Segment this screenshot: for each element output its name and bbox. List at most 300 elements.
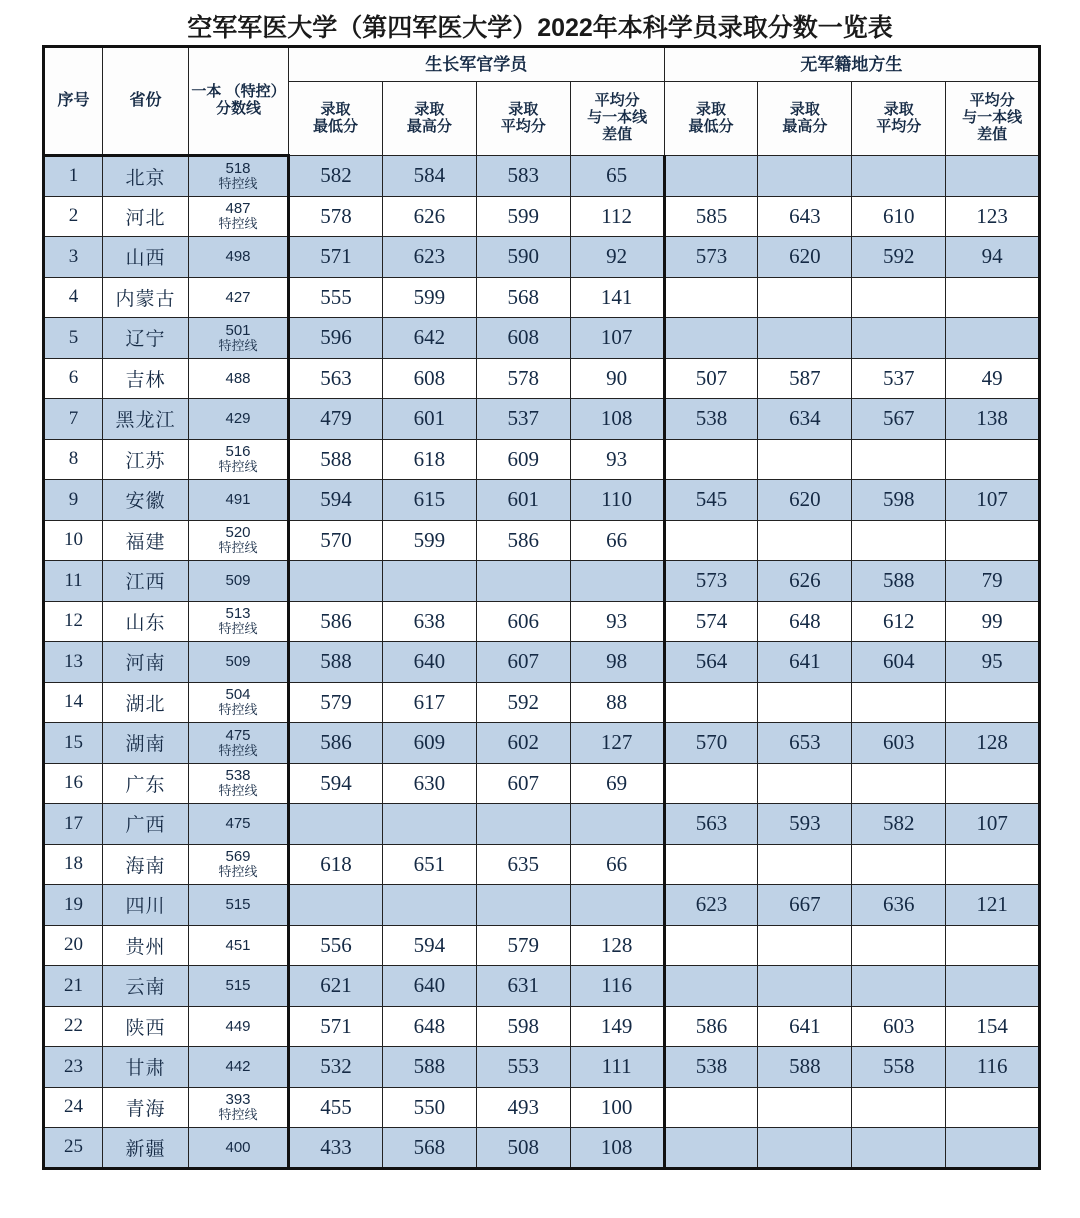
cell-civilian-max [758,156,852,197]
header-line-text-2: （特控） [225,83,286,101]
cell-officer-min: 479 [289,399,383,440]
cell-province: 广东 [103,763,189,804]
cell-officer-avg [476,885,570,926]
cell-officer-avg: 601 [476,480,570,521]
cell-civilian-min: 623 [664,885,758,926]
cell-civilian-avg: 612 [852,601,946,642]
cell-line-value: 449 [225,1017,251,1035]
cell-officer-min [289,561,383,602]
cell-province: 贵州 [103,925,189,966]
cell-officer-max: 651 [382,844,476,885]
table-row [44,682,1040,723]
cell-line-tag: 特控线 [218,702,258,718]
cell-civilian-max: 648 [758,601,852,642]
cell-officer-min: 570 [289,520,383,561]
cell-first-tier-line [189,1006,289,1047]
cell-index: 2 [44,196,103,237]
cell-civilian-avg: 598 [852,480,946,521]
cell-officer-diff: 110 [570,480,664,521]
cell-civilian-diff [946,318,1040,359]
cell-index: 14 [44,682,103,723]
cell-civilian-avg [852,1087,946,1128]
cell-civilian-min [664,277,758,318]
cell-line-tag: 特控线 [218,783,258,799]
header-officer-avg-score [476,82,570,156]
cell-officer-diff: 66 [570,520,664,561]
cell-civilian-diff [946,439,1040,480]
cell-line-value: 516 [225,443,251,461]
header-first-tier-line [189,47,289,156]
cell-index: 24 [44,1087,103,1128]
header-officer-diff [570,82,664,156]
cell-officer-max: 601 [382,399,476,440]
cell-civilian-avg [852,1128,946,1169]
cell-civilian-min [664,318,758,359]
cell-officer-avg: 586 [476,520,570,561]
cell-civilian-min: 585 [664,196,758,237]
cell-index: 3 [44,237,103,278]
header-civilian-avg-l1: 录取 [883,100,914,118]
cell-index: 22 [44,1006,103,1047]
cell-civilian-min [664,966,758,1007]
cell-civilian-min: 563 [664,804,758,845]
cell-province: 海南 [103,844,189,885]
cell-civilian-min [664,156,758,197]
table-row [44,318,1040,359]
header-civilian-diff [946,82,1040,156]
cell-officer-max: 648 [382,1006,476,1047]
cell-first-tier-line [189,439,289,480]
cell-officer-diff: 141 [570,277,664,318]
cell-civilian-max: 653 [758,723,852,764]
cell-civilian-min: 586 [664,1006,758,1047]
cell-civilian-avg: 592 [852,237,946,278]
cell-civilian-avg [852,156,946,197]
cell-index: 9 [44,480,103,521]
cell-officer-diff [570,561,664,602]
cell-province: 山西 [103,237,189,278]
table-row [44,1128,1040,1169]
cell-index: 13 [44,642,103,683]
table-head [44,47,1040,156]
table-row [44,439,1040,480]
cell-civilian-max [758,318,852,359]
cell-line-value: 501 [225,321,251,339]
cell-officer-max: 623 [382,237,476,278]
cell-index: 17 [44,804,103,845]
cell-index: 1 [44,156,103,197]
cell-index: 19 [44,885,103,926]
cell-officer-min: 594 [289,763,383,804]
table-row [44,966,1040,1007]
cell-index: 15 [44,723,103,764]
cell-civilian-max: 643 [758,196,852,237]
cell-civilian-diff [946,844,1040,885]
cell-index: 5 [44,318,103,359]
cell-line-value: 515 [225,977,251,995]
cell-civilian-avg [852,277,946,318]
cell-first-tier-line [189,399,289,440]
header-group-row [44,47,1040,82]
cell-officer-max: 588 [382,1047,476,1088]
header-officer-max-score [382,82,476,156]
cell-officer-diff: 93 [570,601,664,642]
cell-first-tier-line [189,237,289,278]
cell-line-tag: 特控线 [218,176,258,192]
cell-civilian-diff [946,682,1040,723]
cell-officer-avg: 606 [476,601,570,642]
cell-civilian-diff: 107 [946,804,1040,845]
cell-civilian-min [664,439,758,480]
cell-line-tag: 特控线 [218,742,258,758]
cell-civilian-min [664,1087,758,1128]
cell-index: 23 [44,1047,103,1088]
table-row [44,561,1040,602]
cell-officer-max: 630 [382,763,476,804]
cell-province: 新疆 [103,1128,189,1169]
cell-civilian-max [758,763,852,804]
cell-civilian-avg: 558 [852,1047,946,1088]
header-line-text-1: 一本 [191,83,222,101]
cell-civilian-min: 538 [664,399,758,440]
cell-first-tier-line [189,318,289,359]
cell-civilian-max: 634 [758,399,852,440]
cell-officer-avg [476,561,570,602]
cell-officer-max [382,561,476,602]
cell-province: 山东 [103,601,189,642]
cell-civilian-max: 620 [758,237,852,278]
table-row [44,601,1040,642]
cell-line-value: 429 [225,410,251,428]
header-officer-max-l2: 最高分 [406,117,452,135]
cell-index: 7 [44,399,103,440]
cell-civilian-avg [852,925,946,966]
cell-province: 四川 [103,885,189,926]
cell-first-tier-line [189,844,289,885]
cell-officer-max: 626 [382,196,476,237]
cell-civilian-diff: 95 [946,642,1040,683]
cell-province: 内蒙古 [103,277,189,318]
cell-civilian-avg: 537 [852,358,946,399]
cell-civilian-min: 538 [664,1047,758,1088]
cell-officer-diff: 90 [570,358,664,399]
cell-first-tier-line [189,763,289,804]
cell-line-value: 442 [225,1058,251,1076]
cell-officer-max: 638 [382,601,476,642]
cell-civilian-max [758,1128,852,1169]
cell-officer-avg: 607 [476,763,570,804]
header-officer-diff-l2: 与一本线 [587,109,648,127]
cell-first-tier-line [189,277,289,318]
cell-civilian-avg: 567 [852,399,946,440]
cell-officer-min: 532 [289,1047,383,1088]
cell-index: 18 [44,844,103,885]
cell-civilian-avg [852,844,946,885]
cell-province: 辽宁 [103,318,189,359]
cell-first-tier-line [189,480,289,521]
cell-officer-min: 555 [289,277,383,318]
cell-officer-diff: 112 [570,196,664,237]
cell-officer-max: 550 [382,1087,476,1128]
header-civilian-avg-l2: 平均分 [876,117,922,135]
header-officer-diff-l3: 差值 [602,125,633,143]
cell-province: 河南 [103,642,189,683]
cell-officer-avg: 568 [476,277,570,318]
cell-officer-min: 618 [289,844,383,885]
cell-officer-max: 618 [382,439,476,480]
cell-first-tier-line [189,1128,289,1169]
cell-officer-diff: 93 [570,439,664,480]
header-civilian-min-l2: 最低分 [688,117,734,135]
cell-civilian-avg [852,682,946,723]
cell-officer-min: 621 [289,966,383,1007]
table-row [44,1047,1040,1088]
cell-officer-min: 596 [289,318,383,359]
header-officer-avg-l1: 录取 [508,100,539,118]
cell-civilian-avg [852,966,946,1007]
cell-civilian-min: 574 [664,601,758,642]
cell-civilian-avg [852,439,946,480]
cell-civilian-diff [946,966,1040,1007]
cell-line-tag: 特控线 [218,1107,258,1123]
header-civilian-diff-l3: 差值 [977,125,1008,143]
cell-first-tier-line [189,966,289,1007]
cell-province: 黑龙江 [103,399,189,440]
cell-officer-diff: 116 [570,966,664,1007]
cell-officer-min: 594 [289,480,383,521]
cell-officer-avg: 609 [476,439,570,480]
cell-officer-avg: 598 [476,1006,570,1047]
cell-line-value: 488 [225,369,251,387]
cell-officer-diff: 88 [570,682,664,723]
cell-civilian-avg: 603 [852,1006,946,1047]
cell-officer-diff: 111 [570,1047,664,1088]
cell-civilian-diff: 128 [946,723,1040,764]
cell-index: 8 [44,439,103,480]
cell-index: 21 [44,966,103,1007]
cell-officer-avg: 602 [476,723,570,764]
table-row [44,358,1040,399]
cell-civilian-avg: 610 [852,196,946,237]
cell-officer-avg: 635 [476,844,570,885]
cell-officer-min [289,804,383,845]
cell-officer-avg: 553 [476,1047,570,1088]
cell-officer-max: 640 [382,642,476,683]
cell-index: 11 [44,561,103,602]
cell-officer-min: 586 [289,601,383,642]
cell-officer-min: 582 [289,156,383,197]
cell-officer-avg: 599 [476,196,570,237]
header-civilian-min-l1: 录取 [696,100,727,118]
cell-civilian-max: 626 [758,561,852,602]
header-civilian-avg-score [852,82,946,156]
cell-officer-max: 640 [382,966,476,1007]
cell-officer-avg: 583 [476,156,570,197]
cell-first-tier-line [189,682,289,723]
cell-officer-diff: 108 [570,399,664,440]
cell-civilian-avg: 604 [852,642,946,683]
table-row [44,844,1040,885]
cell-civilian-avg: 603 [852,723,946,764]
cell-officer-avg: 607 [476,642,570,683]
cell-officer-max: 584 [382,156,476,197]
cell-line-tag: 特控线 [218,540,258,556]
cell-officer-diff: 92 [570,237,664,278]
cell-officer-max [382,804,476,845]
cell-civilian-diff: 123 [946,196,1040,237]
header-civilian-max-l1: 录取 [789,100,820,118]
cell-index: 10 [44,520,103,561]
cell-civilian-max: 641 [758,642,852,683]
cell-province: 湖北 [103,682,189,723]
cell-first-tier-line [189,804,289,845]
cell-officer-avg: 493 [476,1087,570,1128]
cell-civilian-avg [852,318,946,359]
cell-civilian-diff [946,763,1040,804]
cell-officer-avg: 578 [476,358,570,399]
cell-civilian-diff [946,1128,1040,1169]
cell-line-value: 451 [225,936,251,954]
header-line-text-3: 分数线 [215,100,261,117]
cell-province: 江西 [103,561,189,602]
header-group-civilian-students: 无军籍地方生 [664,47,1040,82]
cell-line-value: 400 [225,1138,251,1156]
cell-civilian-avg: 588 [852,561,946,602]
cell-province: 湖南 [103,723,189,764]
cell-first-tier-line [189,601,289,642]
table-row [44,763,1040,804]
cell-officer-min: 556 [289,925,383,966]
cell-line-value: 427 [225,288,251,306]
header-civilian-diff-l2: 与一本线 [962,109,1023,127]
admission-score-table [42,45,1041,1170]
header-civilian-max-score [758,82,852,156]
cell-line-value: 509 [225,572,251,590]
table-row [44,925,1040,966]
cell-line-value: 393 [225,1091,251,1109]
header-civilian-min-score [664,82,758,156]
cell-province: 陕西 [103,1006,189,1047]
cell-civilian-min: 564 [664,642,758,683]
cell-civilian-min [664,520,758,561]
cell-civilian-diff [946,520,1040,561]
cell-line-value: 475 [225,815,251,833]
cell-officer-diff: 108 [570,1128,664,1169]
cell-index: 6 [44,358,103,399]
cell-officer-min: 586 [289,723,383,764]
cell-civilian-avg: 582 [852,804,946,845]
cell-index: 25 [44,1128,103,1169]
cell-officer-diff: 127 [570,723,664,764]
cell-line-value: 498 [225,248,251,266]
table-row [44,520,1040,561]
cell-civilian-diff [946,156,1040,197]
cell-civilian-min: 545 [664,480,758,521]
cell-line-value: 515 [225,896,251,914]
table-row [44,1087,1040,1128]
cell-first-tier-line [189,196,289,237]
cell-civilian-max: 588 [758,1047,852,1088]
cell-officer-min: 571 [289,1006,383,1047]
table-row [44,196,1040,237]
table-row [44,723,1040,764]
header-civilian-max-l2: 最高分 [782,117,828,135]
header-officer-min-l1: 录取 [320,100,351,118]
cell-line-tag: 特控线 [218,216,258,232]
cell-officer-avg: 508 [476,1128,570,1169]
cell-civilian-diff [946,277,1040,318]
cell-line-tag: 特控线 [218,864,258,880]
cell-civilian-diff: 154 [946,1006,1040,1047]
cell-officer-max: 594 [382,925,476,966]
header-officer-min-l2: 最低分 [312,117,358,135]
cell-officer-diff [570,885,664,926]
cell-civilian-max: 667 [758,885,852,926]
cell-officer-min: 433 [289,1128,383,1169]
cell-line-value: 513 [225,605,251,623]
cell-officer-avg: 537 [476,399,570,440]
cell-civilian-avg [852,763,946,804]
cell-officer-max: 609 [382,723,476,764]
cell-civilian-min: 573 [664,561,758,602]
cell-civilian-max [758,966,852,1007]
table-row [44,642,1040,683]
cell-province: 北京 [103,156,189,197]
cell-officer-diff: 100 [570,1087,664,1128]
header-index: 序号 [44,47,103,156]
cell-line-tag: 特控线 [218,621,258,637]
cell-civilian-min: 570 [664,723,758,764]
cell-index: 20 [44,925,103,966]
cell-civilian-min [664,682,758,723]
cell-officer-avg: 608 [476,318,570,359]
cell-civilian-diff [946,925,1040,966]
cell-officer-min [289,885,383,926]
cell-province: 吉林 [103,358,189,399]
cell-officer-min: 579 [289,682,383,723]
cell-civilian-min [664,1128,758,1169]
page-title: 空军军医大学（第四军医大学）2022年本科学员录取分数一览表 [187,14,893,42]
score-table-container [42,45,1038,1170]
cell-civilian-avg [852,520,946,561]
cell-civilian-diff: 121 [946,885,1040,926]
cell-officer-max: 642 [382,318,476,359]
header-officer-max-l1: 录取 [414,100,445,118]
cell-officer-max: 568 [382,1128,476,1169]
cell-officer-diff: 149 [570,1006,664,1047]
cell-civilian-max [758,925,852,966]
cell-civilian-min [664,844,758,885]
cell-officer-min: 588 [289,439,383,480]
cell-first-tier-line [189,925,289,966]
cell-index: 12 [44,601,103,642]
cell-line-value: 487 [225,200,251,218]
table-row [44,237,1040,278]
cell-first-tier-line [189,520,289,561]
cell-civilian-diff [946,1087,1040,1128]
header-civilian-diff-l1: 平均分 [969,92,1015,110]
cell-officer-diff: 98 [570,642,664,683]
cell-civilian-max [758,682,852,723]
cell-civilian-diff: 138 [946,399,1040,440]
cell-officer-avg [476,804,570,845]
cell-line-tag: 特控线 [218,459,258,475]
cell-civilian-max: 620 [758,480,852,521]
cell-civilian-min: 573 [664,237,758,278]
cell-civilian-min: 507 [664,358,758,399]
cell-civilian-diff: 94 [946,237,1040,278]
cell-officer-max [382,885,476,926]
